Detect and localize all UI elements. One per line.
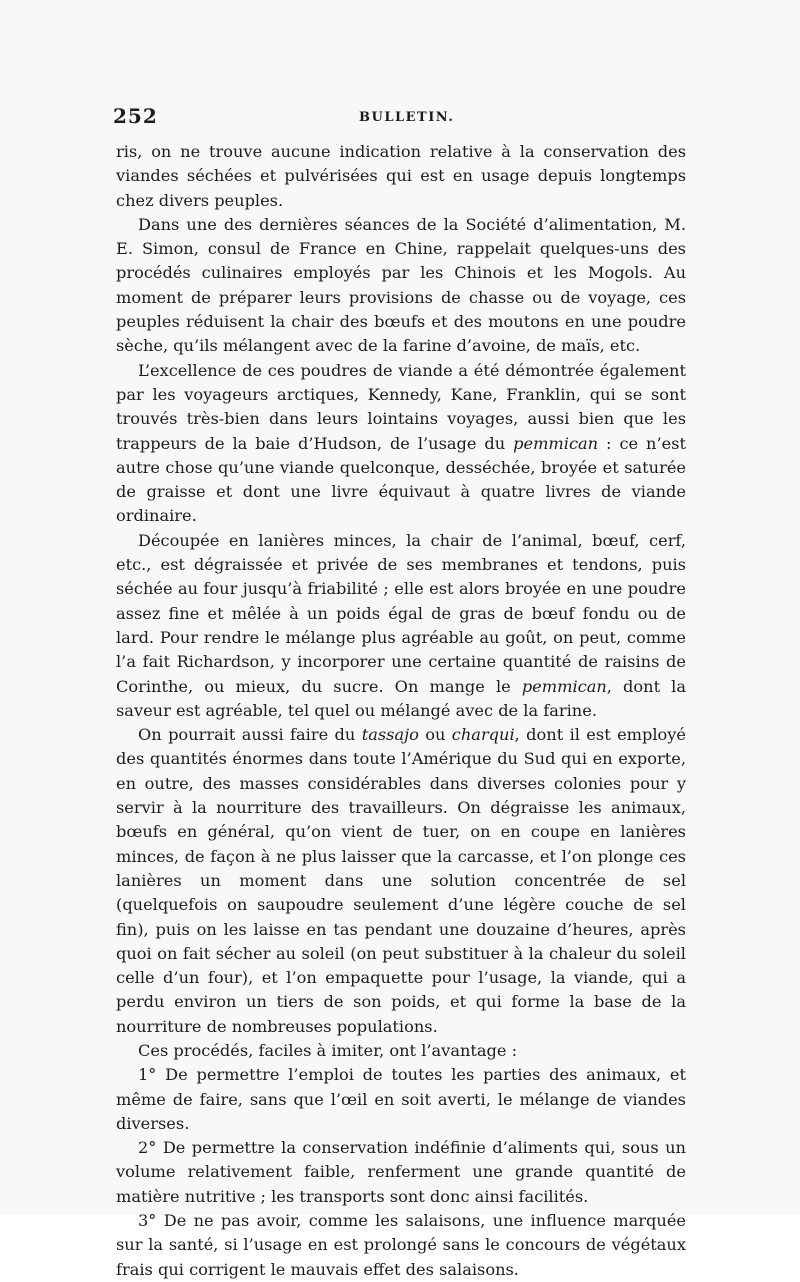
italic-term: tassajo [361,725,419,745]
paragraph-tassajo [116,723,686,1039]
page-header [113,104,685,130]
paragraph-text: , dont il est employé des quantités énormes dans toute l’Amérique du Sud qui en exporte, en outre, des masses considérables dans diverses colonies pour y servir à la nourriture des travailleurs. On dégraisse les animaux, bœufs en général, qu’on vient de tuer, on en coupe en lanières minces, de façon à ne plus laisser que la carcasse, et l’on plonge ces lanières un moment dans une solution concentrée de sel (quelquefois on saupoudre seulement d’une légère couche de sel fin), puis on les laisse en tas pendant une douzaine d’heures, après quoi on fait sécher au soleil (on peut substituer à la chaleur du soleil celle d’un four), et l’on empaquette pour l’usage, la viande, qui a perdu environ un tiers de son poids, et qui forme la base de la nourriture de nombreuses populations. [116,725,687,1036]
italic-term: charqui [451,725,515,745]
paragraph-continuation: ris, on ne trouve aucune indication relative à la conservation des viandes séchées et pulvérisées qui est en usage depuis longtemps chez divers peuples. [116,142,686,210]
paragraph-arctic [116,359,686,529]
advantage-item-2: 2° De permettre la conservation indéfinie d’aliments qui, sous un volume relativement faible, renferment une grande quantité de matière nutritive ; les transports sont donc ainsi facilités. [116,1138,686,1206]
italic-term: pemmican [513,433,599,453]
paragraph-text: , dont la saveur est agréable, tel quel ou mélangé avec de la farine. [116,676,686,720]
paragraph-preparation [116,529,686,723]
paragraph-text: Découpée en lanières minces, la chair de l’animal, bœuf, cerf, etc., est dégraissée et privée de ses membranes et tendons, puis séchée au four jusqu’à friabilité ; elle est alors broyée en une poudre assez fine et mêlée à un poids égal de gras de bœuf fondu ou de lard. Pour rendre le mélange plus agréable au goût, on peut, comme l’a fait Richardson, y incorporer une certaine quantité de raisins de Corinthe, ou mieux, du sucre. On mange le [116,530,686,696]
body-text [116,140,686,1282]
paragraph-advantages-intro: Ces procédés, faciles à imiter, ont l’avantage : [138,1040,518,1060]
advantage-item-1: 1° De permettre l’emploi de toutes les parties des animaux, et même de faire, sans que l’œil en soit averti, le mélange de viandes diverses. [116,1065,686,1133]
paragraph-text: L’excellence de ces poudres de viande a été démontrée également par les voyageurs arctiques, Kennedy, Kane, Franklin, qui se sont trouvés très-bien dans leurs lointains voyages, aussi bien que les trappeurs de la baie d’Hudson, de l’usage du [116,360,686,453]
paragraph-text: : ce n’est autre chose qu’une viande quelconque, desséchée, broyée et saturée de graisse et dont une livre équivaut à quatre livres de viande ordinaire. [116,433,686,526]
paragraph-simon: Dans une des dernières séances de la Société d’alimentation, M. E. Simon, consul de France en Chine, rappelait quelques-uns des procédés culinaires employés par les Chinois et les Mogols. Au moment de préparer leurs provisions de chasse ou de voyage, ces peuples réduisent la chair des bœufs et des moutons en une poudre sèche, qu’ils mélangent avec de la farine d’avoine, de maïs, etc. [116,214,686,356]
running-title: BULLETIN. [359,110,455,125]
italic-term: pemmican [521,676,607,696]
advantage-item-3: 3° De ne pas avoir, comme les salaisons, une influence marquée sur la santé, si l’usage en est prolongé sans le concours de végétaux frais qui corrigent le mauvais effet des salaisons. [116,1211,686,1279]
paragraph-text: ou [418,725,452,745]
page-number: 252 [113,104,158,128]
paragraph-text: On pourrait aussi faire du [138,725,362,745]
